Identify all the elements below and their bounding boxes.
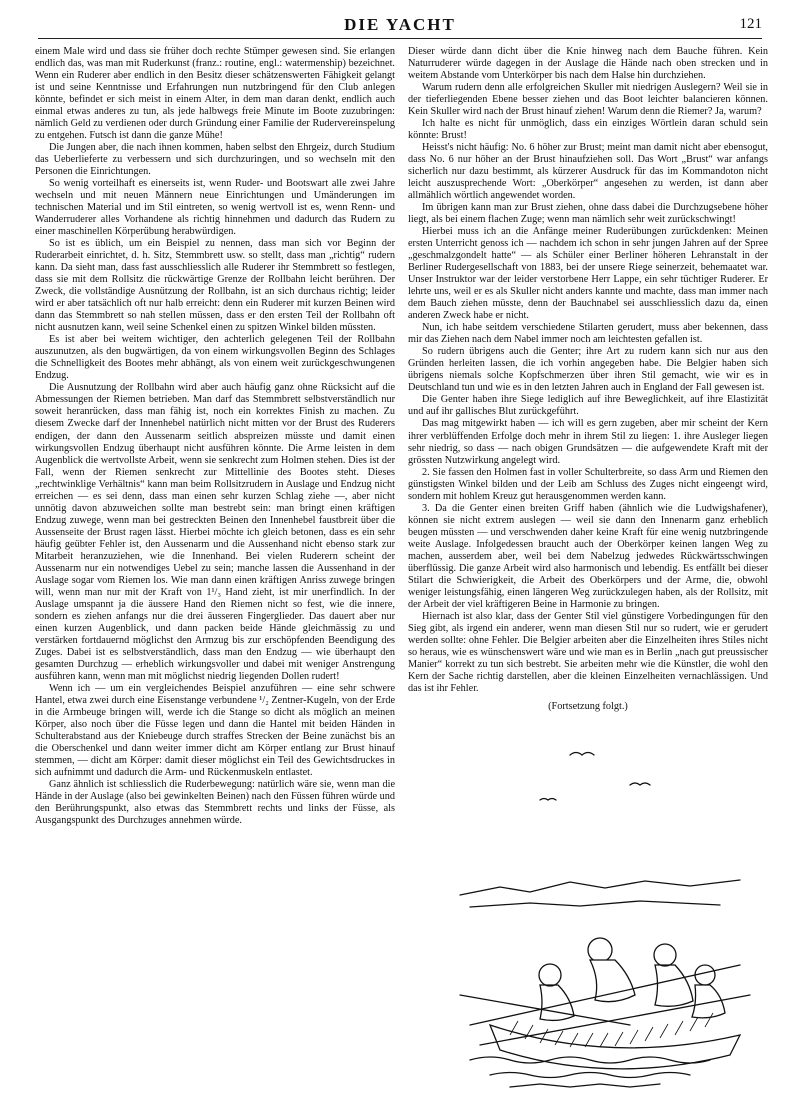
paragraph: Heisst's nicht häufig: No. 6 höher zur Brust; meint man damit nicht aber ebensogut, dass No. 6 nur höher an der Brust hinaufziehen soll. Das Wort „Brust“ war anfangs sicherlich nur dazu bestimmt, als kürzerer Ausdruck für das im Kommandoton nicht leicht auszusprechende Wort: „Oberkörper“ angesehen zu werden, ist dann aber allmählich wörtlich angewendet worden. [408,142,768,202]
magazine-title: DIE YACHT [344,15,456,34]
paragraph: Warum rudern denn alle erfolgreichen Skuller mit niedrigen Auslegern? Weil sie in der tieferliegenden Ebene besser ziehen und das Boot leichter balancieren können. Kein Skuller wird nach der Brust hinauf ziehen! Warum denn die Riemer? Ja, warum? [408,82,768,118]
left-column [35,46,395,1108]
paragraph: Die Jungen aber, die nach ihnen kommen, haben selbst den Ehrgeiz, durch Studium das Ueberlieferte zu verbessern und sich durchzuringen, und so wechseln mit den Personen die Einrichtungen. [35,142,395,178]
paragraph: Wenn ich — um ein vergleichendes Beispiel anzuführen — eine sehr schwere Hantel, etwa zwei durch eine Eisenstange verbundene ¹/₂ Zentner-Kugeln, von der Erde in die Armbeuge bringen will, werde ich die Stange so dicht als möglich an meinen Körper, also noch über die Füsse legen und dann die Hantel mit beiden Händen in Schulterabstand aus der Kniebeuge durch straffes Strecken der Beine zunächst bis an die Oberschenkel und dann weiter immer dicht am Körper entlang zur Brust hinauf stemmen, — dicht am Körper: damit dieser möglichst ein Teil des Gewichtsdruckes in sich aufnimmt und dadurch die Arm- und Rückenmuskeln entlastet. [35,682,395,778]
paragraph: So rudern übrigens auch die Genter; ihre Art zu rudern kann sich nur aus den Gründen herleiten lassen, die ich vorhin angegeben habe. Die Belgier haben sich übrigens niemals solche Kopfschmerzen über ihren Stil gemacht, wie wir es in Deutschland tun und wie es in den letzten Jahren auch in England der Fall gewesen ist. [408,346,768,394]
rowing-crew-sketch-icon [450,725,760,1095]
paragraph: So ist es üblich, um ein Beispiel zu nennen, dass man sich vor Beginn der Ruderarbeit einrichtet, d. h. Sitz, Stemmbrett usw. so stellt, dass man „richtig“ rudern kann. Da sieht man, dass fast ausschliesslich alle Ruderer ihr Stemmbrett so festlegen, dass sie mit dem Rollsitz die rückwärtige Grenze der Rollbahn leicht berühren. Der Zweck, die vollständige Ausnützung der Rollbahn, ist an sich durchaus richtig; leider wird er aber tatsächlich oft nur halb erreicht: denn ein Ruderer mit kurzen Beinen wird dann das Stemmbrett so nah stellen müssen, dass er den ersten Teil der Rollbahn oft nicht ausnutzen kann, weil seine Schenkel einen zu spitzen Winkel bilden müssten. [35,238,395,334]
paragraph: Hierbei muss ich an die Anfänge meiner Ruderübungen zurückdenken: Meinen ersten Unterricht genoss ich — nachdem ich schon in sehr jungen Jahren auf der Spree „geschmalzgondelt hatte“ — als Schüler einer Berliner höheren Lehranstalt in der Berliner Rudergesellschaft von 1883, bei der unsere Riege seinerzeit, behemaatet war. Unser Instruktor war der leider verstorbene Herr Lappe, ein sehr tüchtiger Ruderer. Er lehrte uns, weil er es als Skuller nicht anders kannte und machte, dass man immer nach dem Bauch ziehen müsste, denn der Bauchnabel sei ausschliesslich dazu da, einen anderen Zweck habe er nicht. [408,226,768,322]
paragraph: Ganz ähnlich ist schliesslich die Ruderbewegung: natürlich wäre sie, wenn man die Hände in der Auslage (also bei gewinkelten Beinen) nach den Füssen führen würde und den Berührungspunkt, also etwas das Stemmbrett rechts und links der Füsse, als Ausgangspunkt des Durchzuges annehmen würde. [35,778,395,826]
paragraph: Nun, ich habe seitdem verschiedene Stilarten gerudert, muss aber bekennen, dass mir das Ziehen nach dem Nabel immer noch am leichtesten gefallen ist. [408,322,768,346]
paragraph: Die Ausnutzung der Rollbahn wird aber auch häufig ganz ohne Rücksicht auf die Abmessungen der Riemen betrieben. Man darf das Stemmbrett selbstverständlich nur soweit heranrücken, dass man fähig ist, noch ein korrektes Finish zu machen. Zu diesem Zwecke darf der Innenhebel natürlich nicht mitten vor der Brust des Ruderers endigen, der dann den Aussenarm seitlich abspreizen müsste und damit einen wirkungsvollen Endzug überhaupt nicht ausführen könnte. Die Arme leisten in dem Augenblick die wertvollste Arbeit, wenn sie senkrecht zum Holmen stehen. Dies ist der Fall, wenn der Riemen senkrecht zur Mittellinie des Bootes steht. Dieses „rechtwinklige Verhältnis“ kann man beim Rollsitzrudern in Auslage und Endzug nicht erreichen — es sei denn, dass man einen sehr kurzen Schlag ziehe —, aber nicht unnötig davon abzuweichen sollte man bestrebt sein: man bringt einen kräftigen Endzug zuwege, wenn man bei gestreckten Beinen den Innenhebel faustbreit über die Aussenseite der Brust ragen lässt. Hierbei möchte ich gleich betonen, dass es ein sehr häufig geübter Fehler ist, den Aussenarm und die Aussenhand nicht ebenso stark zur Mitarbeit heranzuziehen, wie die Innenhand. Bei vielen Ruderern scheint der Aussenarm nur ein notwendiges Uebel zu sein; manche lassen die Aussenhand in der Auslage sogar vom Riemen los. Wie man dann einen kräftigen Anriss zuwege bringen will, wenn man nur mit der Kraft von 1¹/₃ Hand zieht, ist mir unerfindlich. In der Auslage umspannt ja die äussere Hand den Riemen nicht so fest, wie die innere, sondern es ziehen anfangs nur die drei äusseren Fingerglieder. Das dauert aber nur einen kurzen Augenblick, und dann packen beide Hände gleichmässig zu und verstärken fortdauernd möglichst den Armzug bis zur erschöpfenden Beendigung des Zuges. Dabei ist es selbstverständlich, dass man den Endzug — wie überhaupt den gesamten Durchzug — erheblich wirkungsvoller und dabei mit weniger Anstrengung ausführen kann, wenn man mit möglichst niedrig liegenden Dollen rudert! [35,382,395,682]
paragraph: Ich halte es nicht für unmöglich, dass ein einziges Wörtlein daran schuld sein könnte: Brust! [408,118,768,142]
page-number: 121 [739,16,762,32]
paragraph: 3. Da die Genter einen breiten Griff haben (ähnlich wie die Ludwigshafener), können sie nicht extrem auslegen — weil sie dann den Innenarm ganz erheblich beugen müssten — und verschwenden daher keine Kraft für eine wenig nutzbringende weite Auslage. Infolgedessen braucht auch der Oberkörper keinen langen Weg zu machen, ausserdem aber, weil bei dem Nabelzug jedwedes Rückwärtsschwingen überflüssig. Die ganze Arbeit wird also harmonisch und lebendig. Es entfällt bei dieser Stilart die Schwierigkeit, die Arbeit des Oberkörpers und der Arme, die, obwohl weniger leistungsfähig, einen längeren Weg zurückzulegen haben, als der Rollsitz, mit der Arbeit der viel kräftigeren Beine in Harmonie zu bringen. [408,502,768,610]
paragraph: Im übrigen kann man zur Brust ziehen, ohne dass dabei die Durchzugsebene höher liegt, als bei einem flachen Zuge; wenn man nämlich sehr weit zurückschwingt! [408,202,768,226]
paragraph: Dieser würde dann dicht über die Knie hinweg nach dem Bauche führen. Kein Naturruderer würde dagegen in der Auslage die Hände nach oben strecken und in weitem Abstande vom Unterkörper bis nach dem Halse hin durchziehen. [408,46,768,82]
paragraph: Das mag mitgewirkt haben — ich will es gern zugeben, aber mir scheint der Kern ihrer verblüffenden Erfolge doch mehr in ihrem Stil zu liegen: 1. ihre Ausleger liegen sehr niedrig, so dass — nach obigen Grundsätzen — die aufgewendete Kraft mit der grössten Nutzwirkung angelegt wird. [408,418,768,466]
paragraph: So wenig vorteilhaft es einerseits ist, wenn Ruder- und Bootswart alle zwei Jahre wechseln und mit neuen Männern neue Einrichtungen und Umänderungen im technischen Material und im Stil eintreten, so wenig wertvoll ist es, wenn Renn- und Wanderruderer alles Vorhandene als richtig hinnehmen und dadurch das Rudern zu einer maschinellen Körperübung herabwürdigen. [35,178,395,238]
paragraph: Es ist aber bei weitem wichtiger, den achterlich gelegenen Teil der Rollbahn auszunutzen, als den bugwärtigen, da von einem wirkungsvollen Beginn des Schlages die Schnelligkeit des Bootes mehr abhängt, als von einem weit zurückgeschwungenen Endzug. [35,334,395,382]
continuation-note: (Fortsetzung folgt.) [548,700,628,712]
page-header [38,12,762,39]
paragraph: 2. Sie fassen den Holmen fast in voller Schulterbreite, so dass Arm und Riemen den günstigsten Winkel bilden und der Leib am Schluss des Zuges nicht eingeengt wird, sondern mit hohlem Kreuz gut herausgenommen werden kann. [408,466,768,502]
paragraph: einem Male wird und dass sie früher doch rechte Stümper gewesen sind. Sie erlangen endlich das, was man mit Ruderkunst (franz.: routine, engl.: watermenship) bezeichnet. Wenn ein Ruderer aber endlich in den Besitz dieser schätzenswerten Fähigkeit gelangt ist und seine Kenntnisse und Erfahrungen nun nutzbringend für den Club anlegen könnte, befindet er sich meist in einem Alter, in dem man daran denkt, endlich auch einmal etwas anderes zu tun, als jede halbwegs freie Minute im Boote zuzubringen: nämlich Geld zu verdienen oder durch Gründung einer Familie der Rudervereinspelung zu entgehen. Futsch ist dann die ganze Mühe! [35,46,395,142]
paragraph: Die Genter haben ihre Siege lediglich auf ihre Beweglichkeit, auf ihre Elastizität und auf ihr gallisches Blut zurückgeführt. [408,394,768,418]
paragraph: Hiernach ist also klar, dass der Genter Stil viel günstigere Vorbedingungen für den Sieg gibt, als irgend ein anderer, wenn man diesen Stil nur so rudert, wie er gerudert werden sollte: ohne Fehler. Die Belgier arbeiten aber die Einzelheiten ihres Stiles nicht so heraus, wie es wünschenswert wäre und wie man es in Berlin „nach gut preussischer Manier“ korrekt zu tun sich bestrebt. Sie arbeiten mehr wie die Künstler, die wohl den Kern der Sache richtig darstellen, aber die kleinen Einzelheiten vernachlässigen. Und das ist ihr Fehler. [408,610,768,694]
right-column [408,46,768,716]
